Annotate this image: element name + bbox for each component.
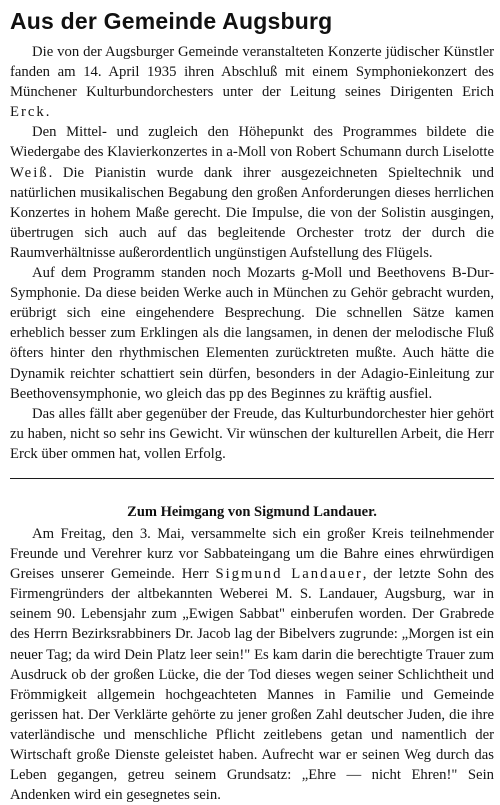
- obituary: [10, 502, 494, 805]
- paragraph-text: Den Mittel- und zugleich den Höhepunkt des Programmes bildete die Wiedergabe des Klavierkonzertes in a-Moll von Robert Schumann durch Liselotte: [10, 124, 494, 161]
- paragraph-obituary: [10, 524, 494, 805]
- paragraph-text: .: [45, 104, 50, 121]
- article-title: Aus der Gemeinde Augsburg: [10, 8, 333, 34]
- paragraph-concert-intro: [10, 42, 494, 122]
- paragraph-text: Die von der Augsburger Gemeinde veranstalteten Konzerte jüdischer Künstler fanden am 14. April 1935 ihren Abschluß mit einem Symphoniekonzert des Münchener Kulturbundorchesters unter der Leitung seines Dirigenten Erich: [10, 44, 494, 101]
- concert-report: [10, 42, 494, 464]
- paragraph-closing: Das alles fällt aber gegenüber der Freude, das Kulturbundorchester hier gehört zu haben, nicht so sehr ins Gewicht. Vir wünschen der kulturellen Arbeit, die Herr Erck über ommen hat, vollen Erfolg.: [10, 405, 494, 462]
- paragraph-text: , der letzte Sohn des Firmengründers der altbekannten Weberei M. S. Landauer, Augsburg, war in seinem 90. Lebensjahr zum „Ewigen Sabbat" einberufen worden. Der Grabrede des Herrn Bezirksrabbiners Dr. Jacob lag der Bibelvers zugrunde: „Morgen ist ein neuer Tag; da wird Dein Platz leer sein!" Es kam darin die berechtigte Trauer zum Ausdruck ob der großen Lücke, die der Tod dieses wegen seiner Schlichtheit und Frömmigkeit allgemein hochgeachteten Mannes in Familie und Gemeinde gerissen hat. Der Verklärte gehörte zu jener großen Zahl deutscher Juden, die ihre vaterländische und menschliche Pflicht zeitlebens getan und namentlich der Wirtschaft große Dienste geleistet haben. Aufrecht war er seinen Weg durch das Leben gegangen, getreu seinem Grundsatz: „Ehre — nicht Ehren!" Sein Andenken wird ein gesegnetes sein.: [10, 566, 494, 804]
- obituary-heading: Zum Heimgang von Sigmund Landauer.: [127, 503, 377, 520]
- deceased-name: Sigmund Landauer: [215, 566, 363, 583]
- divider-rule: [10, 478, 494, 479]
- paragraph-piano-concerto: [10, 122, 494, 263]
- paragraph-text: . Die Pianistin wurde dank ihrer ausgezeichneten Spieltechnik und natürlichen musikalischen Begabung den großen Anforderungen dieses herrlichen Konzertes in hohem Maße gerecht. Die Impulse, die von der Solistin ausgingen, übertrugen sich auch auf das begleitende Orchester trotz der durch die Raumverhältnisse außerordentlich ungünstigen Aufstellung des Flügels.: [10, 164, 494, 261]
- conductor-name: Erck: [10, 104, 46, 121]
- section-divider: [10, 472, 494, 502]
- paragraph-text: Am Freitag, den 3. Mai, versammelte sich ein großer Kreis teilnehmender Freunde und Verehrer kurz vor Sabbateingang um die Bahre eines ehrwürdigen Greises unserer Gemeinde. Herr: [10, 525, 494, 583]
- pianist-name: Weiß: [10, 164, 49, 181]
- paragraph-program: Auf dem Programm standen noch Mozarts g-Moll und Beethovens B-Dur-Symphonie. Da diese beiden Werke auch in München zu Gehör gebracht wurden, erübrigt sich eine eingehendere Besprechung. Die schnellen Sätze kamen erheblich besser zum Erklingen als die langsamen, in denen der melodische Fluß öfters hinter den rhythmischen Elementen zurücktreten mußte. Auch hätte die Dynamik reichter schattiert sein dürfen, besonders in der Adagio-Einleitung zur Beethovensymphonie, wo gleich das pp des Beginnes zu kräftig ausfiel.: [10, 265, 494, 402]
